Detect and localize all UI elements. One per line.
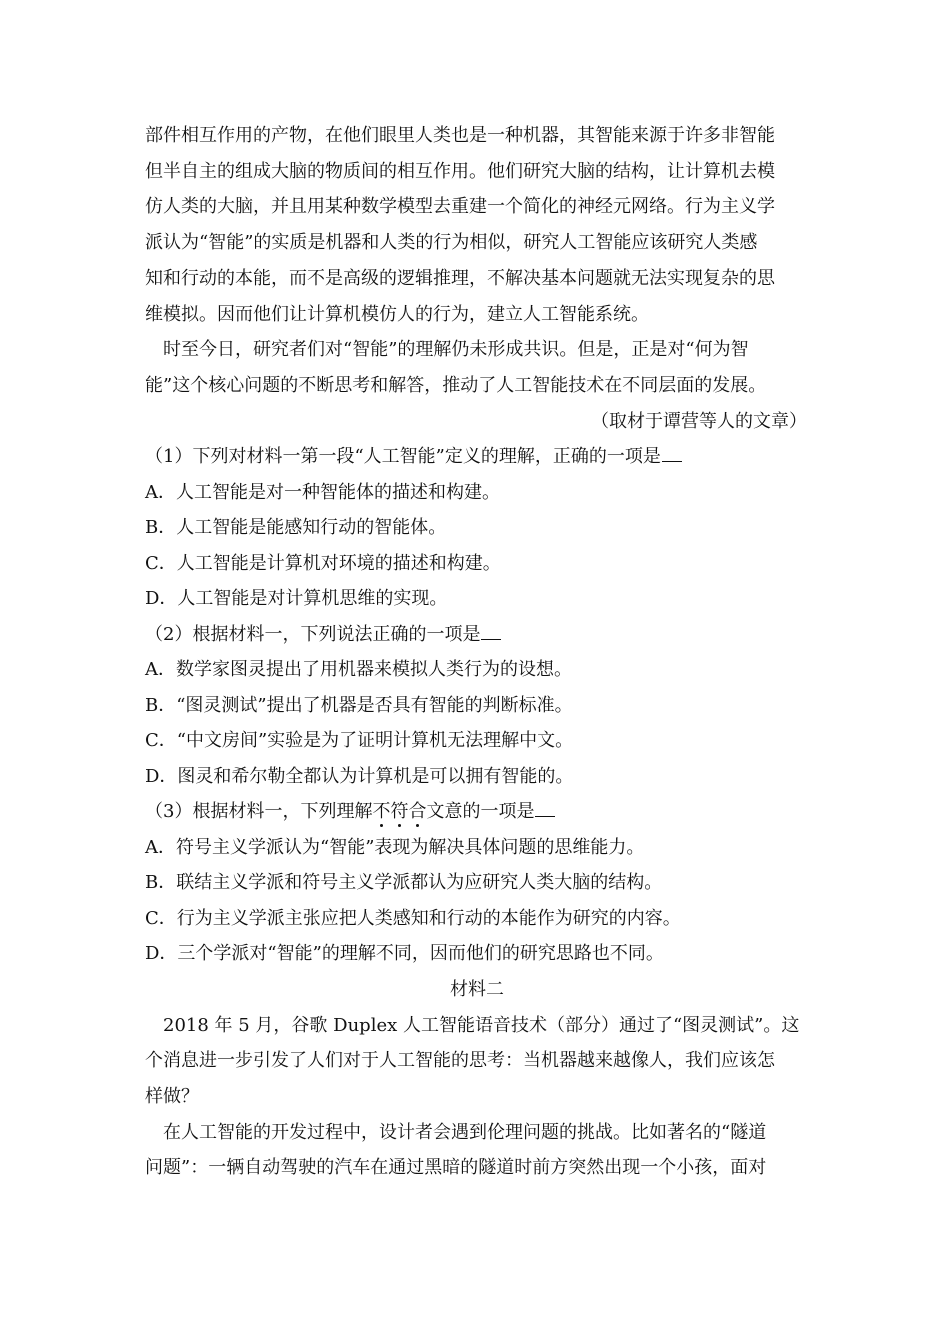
question-stem-text: （2）根据材料一，下列说法正确的一项是 bbox=[145, 623, 481, 645]
text-line: 问题”：一辆自动驾驶的汽车在通过黑暗的隧道时前方突然出现一个小孩，面对 bbox=[145, 1157, 767, 1179]
option-c: C．“中文房间”实验是为了证明计算机无法理解中文。 bbox=[145, 730, 574, 752]
text-line: 2018 年 5 月，谷歌 Duplex 人工智能语音技术（部分）通过了“图灵测试”。这 bbox=[163, 1014, 800, 1036]
question-2 bbox=[145, 617, 809, 795]
answer-blank[interactable] bbox=[535, 798, 555, 817]
question-3 bbox=[145, 794, 809, 972]
option-c: C．人工智能是计算机对环境的描述和构建。 bbox=[145, 552, 501, 574]
option-a: A．人工智能是对一种智能体的描述和构建。 bbox=[145, 481, 500, 503]
option-b: B．人工智能是能感知行动的智能体。 bbox=[145, 517, 447, 539]
text-line: 部件相互作用的产物，在他们眼里人类也是一种机器，其智能来源于许多非智能 bbox=[145, 125, 775, 146]
option-d: D．图灵和希尔勒全都认为计算机是可以拥有智能的。 bbox=[145, 765, 574, 787]
question-stem bbox=[145, 617, 809, 653]
material1-tail-paragraph bbox=[145, 118, 809, 332]
question-1 bbox=[145, 439, 809, 617]
text-line: 维模拟。因而他们让计算机模仿人的行为，建立人工智能系统。 bbox=[145, 303, 649, 325]
question-stem bbox=[145, 439, 809, 475]
option-b: B．联结主义学派和符号主义学派都认为应研究人类大脑的结构。 bbox=[145, 872, 663, 894]
emphasis-char: 符 bbox=[390, 801, 409, 823]
text-line: 样做？ bbox=[145, 1085, 199, 1107]
material1-conclusion-paragraph bbox=[145, 332, 809, 403]
text-line: 在人工智能的开发过程中，设计者会遇到伦理问题的挑战。比如著名的“隧道 bbox=[163, 1121, 767, 1143]
question-stem-text: 文意的一项是 bbox=[426, 801, 535, 823]
emphasis-char: 合 bbox=[408, 801, 427, 823]
section-heading: 材料二 bbox=[450, 978, 504, 1000]
text-line: 个消息进一步引发了人们对于人工智能的思考：当机器越来越像人，我们应该怎 bbox=[145, 1050, 775, 1072]
option-d: D．人工智能是对计算机思维的实现。 bbox=[145, 588, 448, 610]
option-d: D．三个学派对“智能”的理解不同，因而他们的研究思路也不同。 bbox=[145, 943, 664, 965]
source-citation: （取材于谭营等人的文章） bbox=[591, 410, 807, 432]
question-stem bbox=[145, 794, 809, 830]
text-line: 时至今日，研究者们对“智能”的理解仍未形成共识。但是，正是对“何为智 bbox=[163, 339, 749, 361]
option-b: B．“图灵测试”提出了机器是否具有智能的判断标准。 bbox=[145, 694, 573, 716]
option-a: A．数学家图灵提出了用机器来模拟人类行为的设想。 bbox=[145, 659, 572, 681]
option-c: C．行为主义学派主张应把人类感知和行动的本能作为研究的内容。 bbox=[145, 907, 681, 929]
emphasis-char: 不 bbox=[372, 801, 391, 823]
question-stem-text: （1）下列对材料一第一段“人工智能”定义的理解，正确的一项是 bbox=[145, 446, 661, 468]
text-line: 派认为“智能”的实质是机器和人类的行为相似，研究人工智能应该研究人类感 bbox=[145, 232, 758, 254]
text-line: 仿人类的大脑，并且用某种数学模型去重建一个简化的神经元网络。行为主义学 bbox=[145, 196, 775, 218]
material2-paragraph-1 bbox=[145, 1008, 809, 1115]
text-line: 但半自主的组成大脑的物质间的相互作用。他们研究大脑的结构，让计算机去模 bbox=[145, 160, 775, 182]
option-a: A．符号主义学派认为“智能”表现为解决具体问题的思维能力。 bbox=[145, 836, 645, 858]
text-line: 知和行动的本能，而不是高级的逻辑推理，不解决基本问题就无法实现复杂的思 bbox=[145, 267, 775, 289]
answer-blank[interactable] bbox=[481, 621, 501, 640]
document-page bbox=[145, 118, 809, 1186]
material2-paragraph-2 bbox=[145, 1115, 809, 1186]
text-line: 能”这个核心问题的不断思考和解答，推动了人工智能技术在不同层面的发展。 bbox=[145, 374, 767, 396]
question-stem-text: （3）根据材料一，下列理解 bbox=[145, 801, 373, 823]
answer-blank[interactable] bbox=[662, 443, 682, 462]
